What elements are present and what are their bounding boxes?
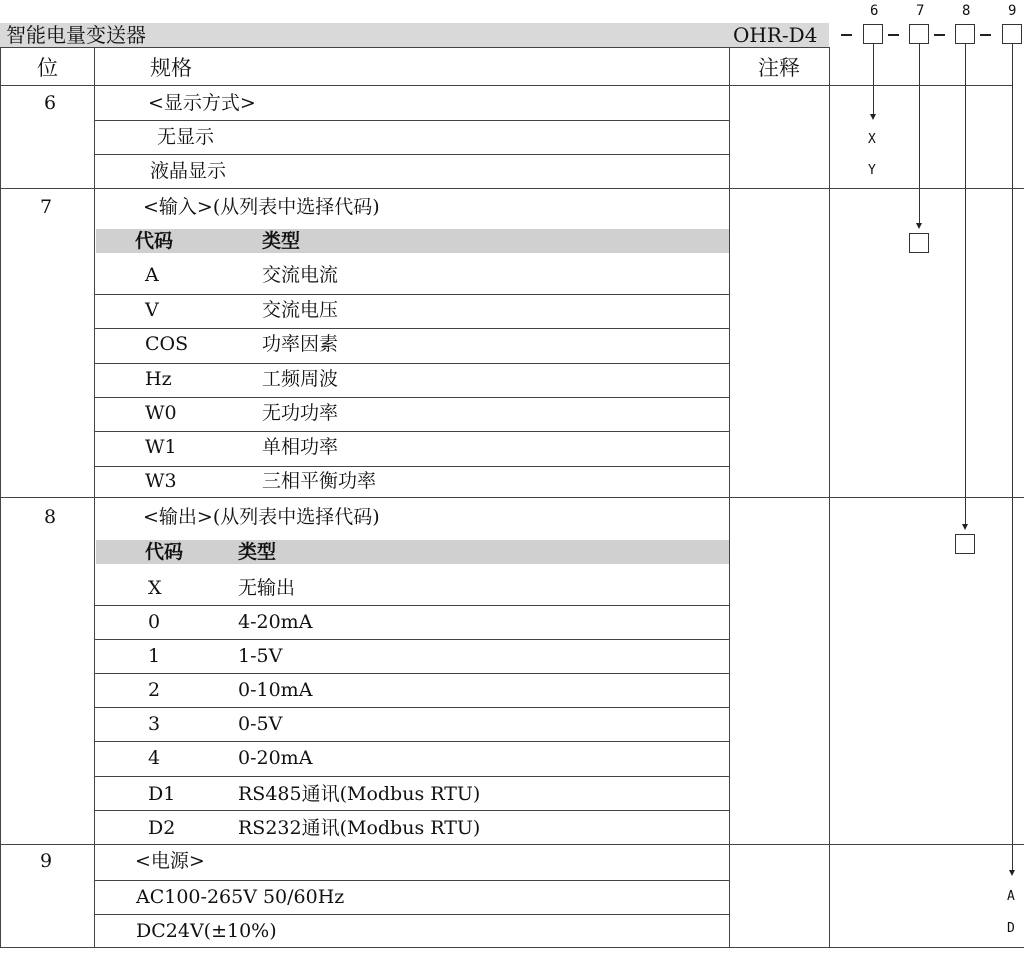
option-9-a: A — [1007, 889, 1015, 904]
rule — [0, 188, 1024, 189]
rule — [0, 844, 1024, 845]
rule — [94, 707, 729, 708]
dash-separator — [980, 34, 991, 36]
rule — [0, 47, 829, 48]
rule — [94, 914, 729, 915]
code-digit-8: 8 — [962, 3, 971, 19]
section-position: 6 — [44, 92, 57, 114]
rule — [829, 47, 830, 947]
rule — [94, 605, 729, 606]
section-position: 7 — [40, 196, 53, 218]
code-cell: V — [145, 299, 159, 321]
code-cell: X — [148, 577, 162, 599]
spec-item: AC100-265V 50/60Hz — [136, 886, 345, 908]
section-title: <输入>(从列表中选择代码) — [143, 196, 380, 218]
leader-line-6 — [873, 44, 874, 116]
subheader-bar — [96, 229, 729, 253]
code-cell: W3 — [145, 470, 177, 492]
code-cell: Hz — [145, 368, 172, 390]
section-title: <显示方式> — [148, 92, 256, 114]
section-position: 8 — [44, 506, 57, 528]
type-cell: 单相功率 — [262, 436, 339, 458]
rule — [94, 741, 729, 742]
type-cell: 功率因素 — [262, 333, 339, 355]
subheader-type: 类型 — [262, 230, 301, 252]
rule — [94, 154, 729, 155]
subheader-code: 代码 — [145, 541, 184, 563]
dash-separator — [841, 34, 852, 36]
code-cell: W0 — [145, 402, 177, 424]
code-cell: W1 — [145, 436, 177, 458]
leader-line-8 — [965, 44, 966, 526]
rule — [94, 431, 729, 432]
leader-line-9 — [1012, 44, 1013, 872]
arrow-down-icon — [1009, 870, 1015, 876]
rule — [94, 810, 729, 811]
code-cell: 0 — [148, 611, 161, 633]
choice-box-8 — [955, 534, 975, 554]
rule — [94, 466, 729, 467]
type-cell: 1-5V — [238, 645, 283, 667]
column-header-note: 注释 — [758, 56, 800, 80]
code-cell: 2 — [148, 679, 161, 701]
rule — [94, 673, 729, 674]
section-position: 9 — [40, 850, 53, 872]
rule — [94, 120, 729, 121]
code-digit-7: 7 — [916, 3, 925, 19]
rule — [94, 294, 729, 295]
code-cell: COS — [145, 333, 189, 355]
code-box-6 — [863, 24, 883, 44]
code-cell: A — [145, 264, 159, 286]
type-cell: 4-20mA — [238, 611, 313, 633]
rule — [94, 639, 729, 640]
arrow-down-icon — [962, 524, 968, 530]
code-cell: 3 — [148, 713, 161, 735]
arrow-down-icon — [916, 223, 922, 229]
subheader-code: 代码 — [135, 230, 174, 252]
rule — [0, 497, 1024, 498]
arrow-down-icon — [870, 114, 876, 120]
code-box-7 — [909, 24, 929, 44]
type-cell: 0-5V — [238, 713, 283, 735]
subheader-type: 类型 — [238, 541, 277, 563]
option-6-y: Y — [868, 163, 876, 178]
leader-line-7 — [919, 44, 920, 225]
code-box-8 — [955, 24, 975, 44]
code-digit-9: 9 — [1008, 3, 1017, 19]
subheader-bar — [96, 540, 729, 564]
choice-box-7 — [909, 233, 929, 253]
code-cell: 4 — [148, 747, 161, 769]
section-title: <电源> — [135, 850, 205, 872]
rule — [94, 328, 729, 329]
rule — [94, 776, 729, 777]
option-9-d: D — [1007, 921, 1015, 936]
rule — [94, 363, 729, 364]
rule — [0, 47, 1, 947]
type-cell: 无输出 — [238, 577, 296, 599]
type-cell: RS485通讯(Modbus RTU) — [238, 783, 481, 805]
rule — [729, 47, 730, 947]
type-cell: 三相平衡功率 — [262, 470, 377, 492]
code-box-9 — [1002, 24, 1022, 44]
spec-item: 液晶显示 — [150, 160, 227, 182]
code-cell: 1 — [148, 645, 161, 667]
rule — [94, 880, 729, 881]
rule — [94, 47, 95, 947]
spec-item: DC24V(±10%) — [136, 920, 277, 942]
type-cell: 无功功率 — [262, 402, 339, 424]
type-cell: 0-10mA — [238, 679, 313, 701]
rule — [0, 947, 1024, 948]
rule — [0, 85, 1012, 86]
section-title: <输出>(从列表中选择代码) — [143, 506, 380, 528]
type-cell: 交流电压 — [262, 299, 339, 321]
spec-item: 无显示 — [157, 126, 215, 148]
model-number: OHR-D4 — [733, 23, 818, 47]
type-cell: 0-20mA — [238, 747, 313, 769]
type-cell: 工频周波 — [262, 368, 339, 390]
dash-separator — [934, 34, 945, 36]
code-cell: D2 — [148, 817, 176, 839]
column-header-position: 位 — [37, 56, 58, 80]
rule — [94, 397, 729, 398]
code-digit-6: 6 — [870, 3, 879, 19]
option-6-x: X — [868, 132, 876, 147]
code-cell: D1 — [148, 783, 176, 805]
type-cell: 交流电流 — [262, 264, 339, 286]
column-header-spec: 规格 — [150, 56, 192, 80]
type-cell: RS232通讯(Modbus RTU) — [238, 817, 481, 839]
dash-separator — [888, 34, 899, 36]
document-title: 智能电量变送器 — [6, 23, 146, 47]
